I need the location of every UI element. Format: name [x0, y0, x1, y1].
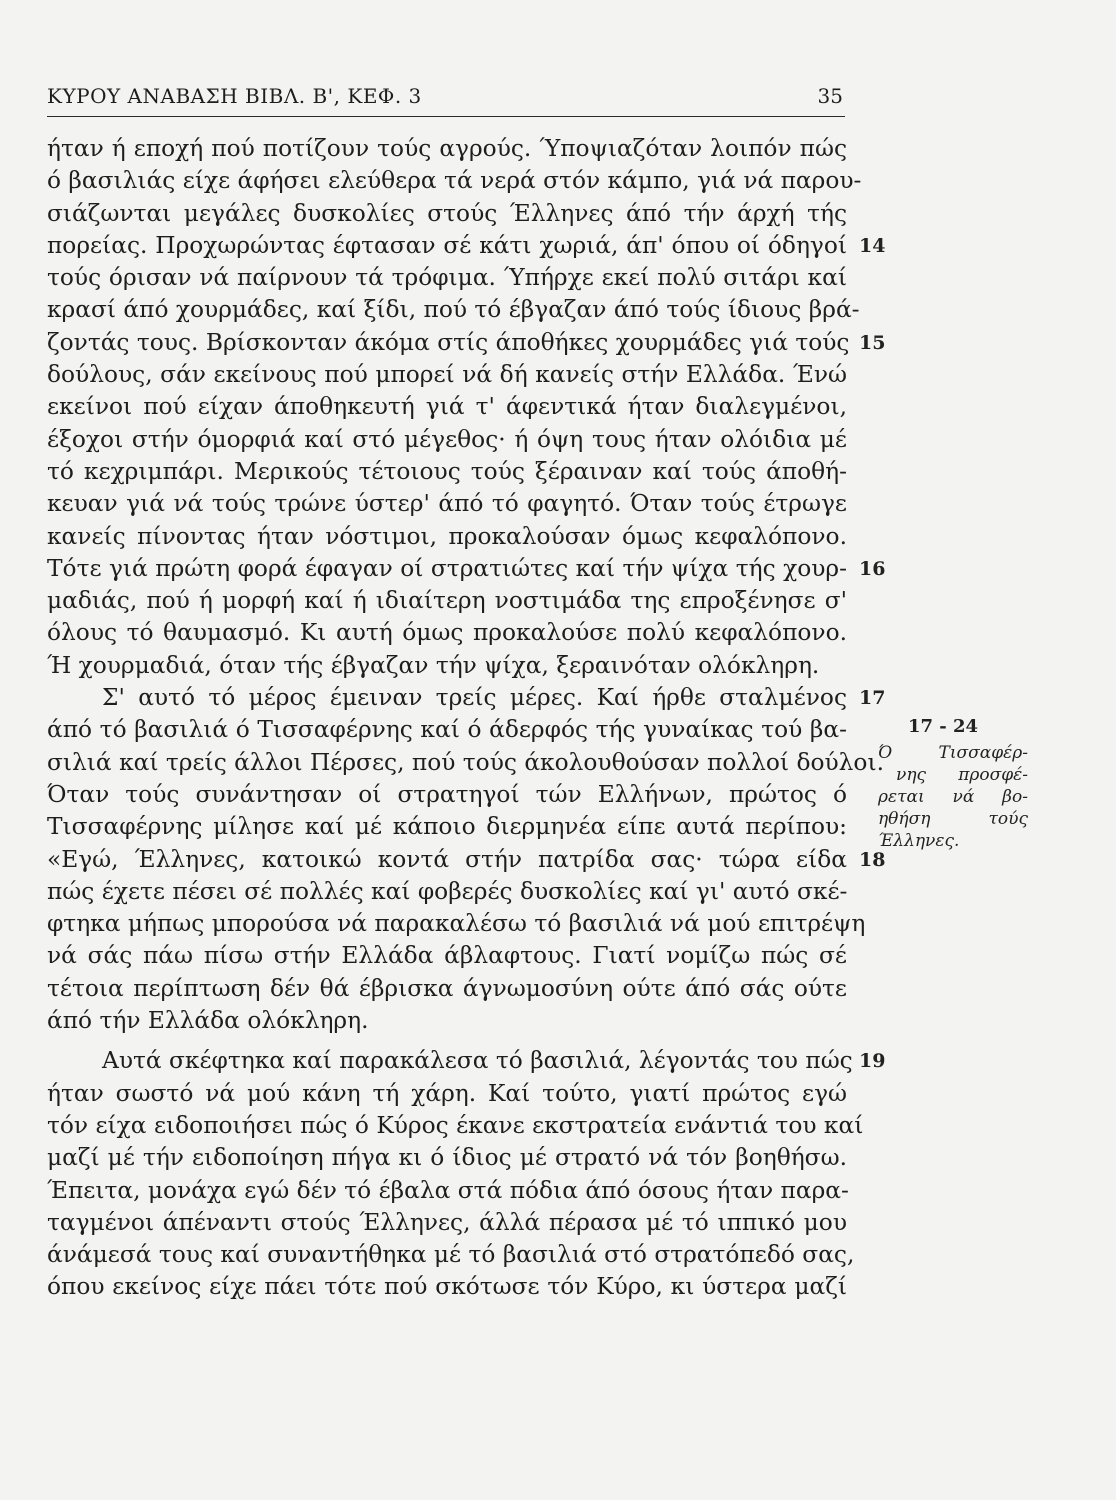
section-number: 14: [859, 234, 886, 257]
body-text: [47, 133, 886, 1304]
text-line: τόν είχα ειδοποιήσει πώς ό Κύρος έκανε εκστρατεία ενάντιά του καί: [47, 1111, 864, 1139]
text-line: ταγμένοι άπέναντι στούς Έλληνες, άλλά πέρασα μέ τό ιππικό μου: [47, 1208, 847, 1236]
margin-note-line: Ό Τισσαφέρ-: [878, 743, 1028, 763]
text-line: όπου εκείνος είχε πάει τότε πού σκότωσε τόν Κύρο, κι ύστερα μαζί: [47, 1273, 847, 1301]
text-line: έξοχοι στήν όμορφιά καί στό μέγεθος· ή όψη τους ήταν ολόιδια μέ: [47, 425, 847, 453]
text-line: Τότε γιά πρώτη φορά έφαγαν οί στρατιώτες καί τήν ψίχα τής χουρ- 16: [47, 553, 847, 585]
text-line: δούλους, σάν εκείνους πού μπορεί νά δή κανείς στήν Ελλάδα. Ένώ: [47, 361, 847, 389]
text-line: πώς έχετε πέσει σέ πολλές καί φοβερές δυσκολίες καί γι' αυτό σκέ-: [47, 877, 848, 905]
text-line: Τισσαφέρνης μίλησε καί μέ κάποιο διερμηνέα είπε αυτά περίπου:: [47, 813, 847, 841]
text-line: πορείας. Προχωρώντας έφτασαν σέ κάτι χωριά, άπ' όπου οί όδηγοί 14: [47, 230, 847, 262]
text-line: σιάζωνται μεγάλες δυσκολίες στούς Έλληνες άπό τήν άρχή τής: [47, 199, 847, 227]
margin-note-line: ρεται νά βο-: [878, 787, 1028, 807]
text-line: Έπειτα, μονάχα εγώ δέν τό έβαλα στά πόδια άπό όσους ήταν παρα-: [47, 1176, 849, 1204]
text-line: Ή χουρμαδιά, όταν τής έβγαζαν τήν ψίχα, ξεραινόταν ολόκληρη.: [47, 651, 820, 679]
margin-note-line: ηθήση τούς: [878, 809, 1028, 829]
text-line: εκείνοι πού είχαν άποθηκευτή γιά τ' άφεντικά ήταν διαλεγμένοι,: [47, 393, 847, 421]
text-line: κρασί άπό χουρμάδες, καί ξίδι, πού τό έβγαζαν άπό τούς ίδιους βρά-: [47, 296, 860, 324]
text-line: όλους τό θαυμασμό. Κι αυτή όμως προκαλούσε πολύ κεφαλόπονο.: [47, 619, 847, 647]
running-title: ΚΥΡΟΥ ΑΝΑΒΑΣΗ ΒΙΒΛ. Β', ΚΕΦ. 3: [47, 84, 422, 108]
text-line: άνάμεσά τους καί συναντήθηκα μέ τό βασιλιά στό στρατόπεδό σας,: [47, 1241, 855, 1269]
text-line: άπό τό βασιλιά ό Τισσαφέρνης καί ό άδερφός τής γυναίκας τού βα-: [47, 716, 847, 744]
text-line: τέτοια περίπτωση δέν θά έβρισκα άγνωμοσύνη ούτε άπό σάς ούτε: [47, 974, 847, 1002]
text-line: Όταν τούς συνάντησαν οί στρατηγοί τών Ελλήνων, πρώτος ό: [47, 780, 847, 808]
text-line: ό βασιλιάς είχε άφήσει ελεύθερα τά νερά στόν κάμπο, γιά νά παρου-: [47, 167, 862, 195]
text-line: κανείς πίνοντας ήταν νόστιμοι, προκαλούσαν όμως κεφαλόπονο.: [47, 522, 847, 550]
text-line: Αυτά σκέφτηκα καί παρακάλεσα τό βασιλιά, λέγοντάς του πώς 19: [47, 1045, 847, 1077]
section-number: 17: [859, 687, 886, 710]
text-line: ήταν ή εποχή πού ποτίζουν τούς αγρούς. Ύποψιαζόταν λοιπόν πώς: [47, 135, 847, 162]
text-line: σιλιά καί τρείς άλλοι Πέρσες, πού τούς άκολουθούσαν πολλοί δούλοι.: [47, 748, 884, 776]
margin-note-line: νης προσφέ-: [896, 765, 1028, 785]
text-line: τούς όρισαν νά παίρνουν τά τρόφιμα. Ύπήρχε εκεί πολύ σιτάρι καί: [47, 264, 847, 292]
margin-note: [878, 716, 1028, 852]
page-number: 35: [817, 84, 843, 108]
margin-note-line: Έλληνες.: [878, 831, 960, 851]
running-header: [47, 82, 845, 117]
text-line: φτηκα μήπως μπορούσα νά παρακαλέσω τό βασιλιά νά μού επιτρέψη: [47, 910, 866, 938]
text-line: νά σάς πάω πίσω στήν Ελλάδα άβλαφτους. Γιατί νομίζω πώς σέ: [47, 942, 847, 970]
text-line: Σ' αυτό τό μέρος έμειναν τρείς μέρες. Καί ήρθε σταλμένος 17: [47, 682, 847, 714]
section-number: 15: [859, 331, 886, 354]
text-line: κευαν γιά νά τούς τρώνε ύστερ' άπό τό φαγητό. Όταν τούς έτρωγε: [47, 490, 847, 518]
section-number: 18: [859, 848, 886, 871]
text-line: μαζί μέ τήν ειδοποίηση πήγα κι ό ίδιος μέ στρατό νά τόν βοηθήσω.: [47, 1144, 847, 1172]
text-line: ζοντάς τους. Βρίσκονταν άκόμα στίς άποθήκες χουρμάδες γιά τούς 15: [47, 327, 847, 359]
section-number: 16: [859, 557, 886, 580]
text-line: μαδιάς, πού ή μορφή καί ή ιδιαίτερη νοστιμάδα της επροξένησε σ': [47, 587, 847, 615]
text-line: ήταν σωστό νά μού κάνη τή χάρη. Καί τούτο, γιατί πρώτος εγώ: [47, 1079, 847, 1107]
text-line: άπό τήν Ελλάδα ολόκληρη.: [47, 1007, 369, 1035]
text-line: τό κεχριμπάρι. Μερικούς τέτοιους τούς ξέραιναν καί τούς άποθή-: [47, 457, 847, 485]
margin-note-range: 17 - 24: [907, 716, 979, 737]
text-line: «Εγώ, Έλληνες, κατοικώ κοντά στήν πατρίδα σας· τώρα είδα 18: [47, 844, 847, 876]
section-number: 19: [859, 1050, 886, 1073]
